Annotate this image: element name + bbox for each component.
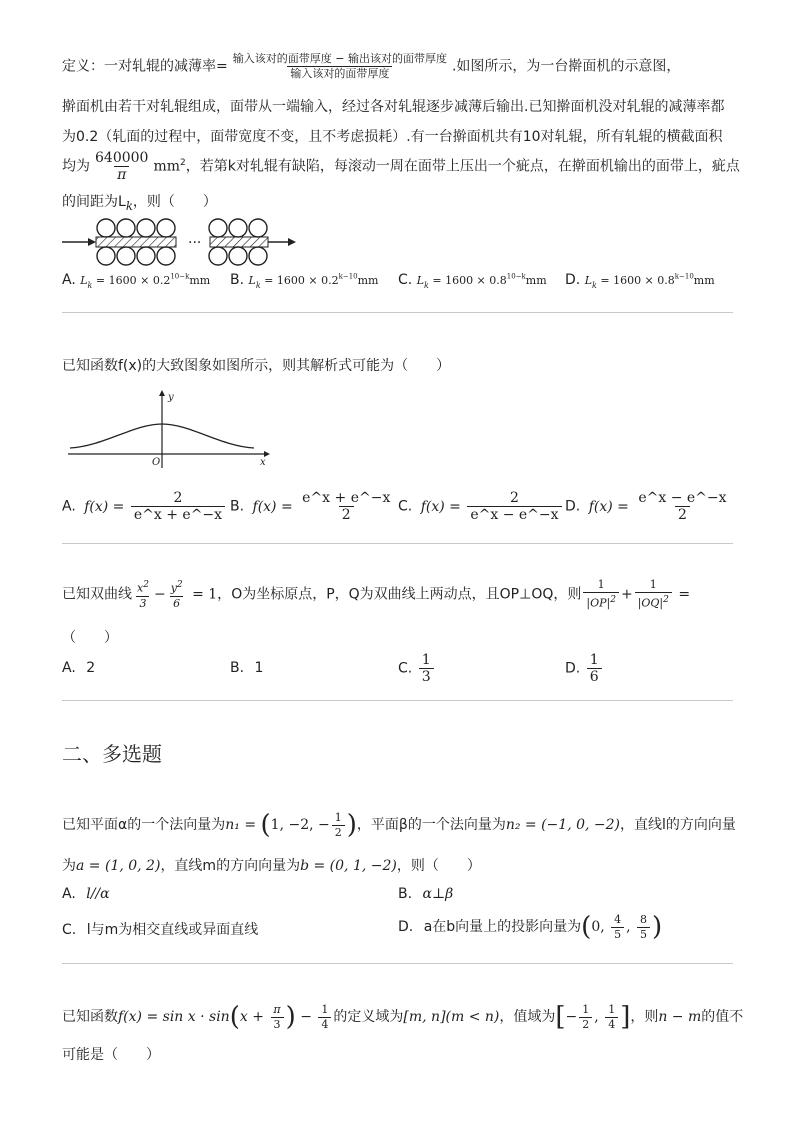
roller-icon — [137, 219, 155, 237]
area-fraction: $\frac{640000}{\pi}$ — [95, 150, 149, 183]
q2-option-b[interactable]: B. f(x) = $\frac{e\^{}x + e\^{}-x}{2}$ — [230, 490, 391, 523]
q4-option-a[interactable]: A. l//α — [62, 886, 110, 902]
q1-option-b[interactable]: B. $L_k = 1600 \times 0.2^{k-10}mm$ — [230, 272, 379, 290]
q1-option-a[interactable]: A. $L_k = 1600 \times 0.2^{10-k}mm$ — [62, 272, 211, 290]
roller-icon — [97, 247, 115, 265]
divider — [62, 312, 733, 313]
roller-icon — [157, 219, 175, 237]
roller-icon — [117, 247, 135, 265]
q3-line1: 已知双曲线 $\frac{x^2}{3}$ − $\frac{y^2}{6}$ = 1，O为坐标原点，P，Q为双曲线上两动点，且OP⊥OQ，则 $\frac{1}{|OP|^2}$ + $\frac{1}{|OQ|^2}$ = — [62, 578, 691, 610]
roller-icon — [157, 247, 175, 265]
q1-option-c[interactable]: C. $L_k = 1600 \times 0.8^{10-k}mm$ — [398, 272, 547, 290]
roller-icon — [249, 247, 267, 265]
roller-icon — [249, 219, 267, 237]
q3-option-d[interactable]: D. $\frac{1}{6}$ — [565, 652, 604, 685]
thinning-rate-fraction: $\frac{\text{输入该对的面带厚度 − 输出该对的面带厚度}}{\text{输入该对的面带厚度}}$ — [232, 52, 447, 80]
divider — [62, 700, 733, 701]
q1-line2: 擀面机由若干对轧辊组成，面带从一端输入，经过各对轧辊逐步减薄后输出.已知擀面机没对轧辊的减薄率都 — [62, 99, 725, 115]
x-axis-label: x — [260, 457, 266, 468]
roller-icon — [97, 219, 115, 237]
dough-strip-right — [210, 237, 268, 247]
dough-strip-left — [96, 237, 176, 247]
roller-icon — [229, 219, 247, 237]
roller-icon — [229, 247, 247, 265]
roller-icon — [209, 219, 227, 237]
q1-line4: 均为 $\frac{640000}{\pi}$ $mm^2$，若第k对轧辊有缺陷，每滚动一周在面带上压出一个疵点，在擀面机输出的面带上，疵点 — [62, 150, 740, 183]
bell-curve-graph — [64, 388, 274, 470]
q2-option-d[interactable]: D. f(x) = $\frac{e\^{}x - e\^{}-x}{2}$ — [565, 490, 727, 523]
q4-option-d[interactable]: D. a在b向量上的投影向量为(0, $\frac{4}{5}$ , $\frac{8}{5}$ ) — [398, 912, 663, 942]
q1-line5: 的间距为$L_k$，则（ ） — [62, 194, 217, 213]
q5-line2: 可能是（ ） — [62, 1047, 160, 1063]
roller-icon — [209, 247, 227, 265]
rolling-machine-diagram — [60, 216, 300, 268]
q3-line2: （ ） — [62, 630, 118, 646]
section-title: 二、多选题 — [62, 742, 162, 766]
q3-option-c[interactable]: C. $\frac{1}{3}$ — [398, 652, 436, 685]
q4-line2: 为a = (1, 0, 2)，直线m的方向向量为b = (0, 1, −2)，则（ ） — [62, 858, 481, 874]
q2-stem: 已知函数f(x)的大致图象如图所示，则其解析式可能为（ ） — [62, 358, 451, 374]
q2-option-a[interactable]: A. f(x) = $\frac{2}{e\^{}x + e\^{}-x}$ — [62, 490, 227, 523]
q4-line1: 已知平面α的一个法向量为n₁ = (1, −2, − $\frac{1}{2}$ )，平面β的一个法向量为n₂ = (−1, 0, −2)，直线l的方向向量 — [62, 810, 736, 840]
ellipsis: ··· — [188, 235, 202, 251]
roller-icon — [117, 219, 135, 237]
q1-line3: 为0.2（轧面的过程中，面带宽度不变，且不考虑损耗）.有一台擀面机共有10对轧辊，所有轧辊的横截面积 — [62, 129, 723, 145]
q1-line1 — [62, 52, 680, 81]
divider — [62, 543, 733, 544]
q2-option-c[interactable]: C. f(x) = $\frac{2}{e\^{}x - e\^{}-x}$ — [398, 490, 564, 523]
q3-option-a[interactable]: A. 2 — [62, 660, 96, 676]
q3-option-b[interactable]: B. 1 — [230, 660, 264, 676]
q1-option-d[interactable]: D. $L_k = 1600 \times 0.8^{k-10}mm$ — [565, 272, 715, 290]
q4-option-c[interactable]: C. l与m为相交直线或异面直线 — [62, 922, 259, 938]
q5-line1: 已知函数f(x) = sin x · sin(x + $\frac{\pi}{3}$ ) − $\frac{1}{4}$ 的定义域为[m, n](m < n)，值域为[− $\frac{1}{2}$ , $\frac{1}{4}$ ]，则n − m的值不 — [62, 1002, 744, 1032]
q1-text: .如图所示，为一台擀面机的示意图， — [451, 58, 681, 75]
origin-label: O — [152, 457, 161, 468]
roller-icon — [137, 247, 155, 265]
q4-option-b[interactable]: B. α⊥β — [398, 886, 454, 902]
q1-text: 定义：一对轧辊的减薄率= — [62, 58, 228, 75]
y-axis-label: y — [168, 392, 174, 403]
divider — [62, 963, 733, 964]
